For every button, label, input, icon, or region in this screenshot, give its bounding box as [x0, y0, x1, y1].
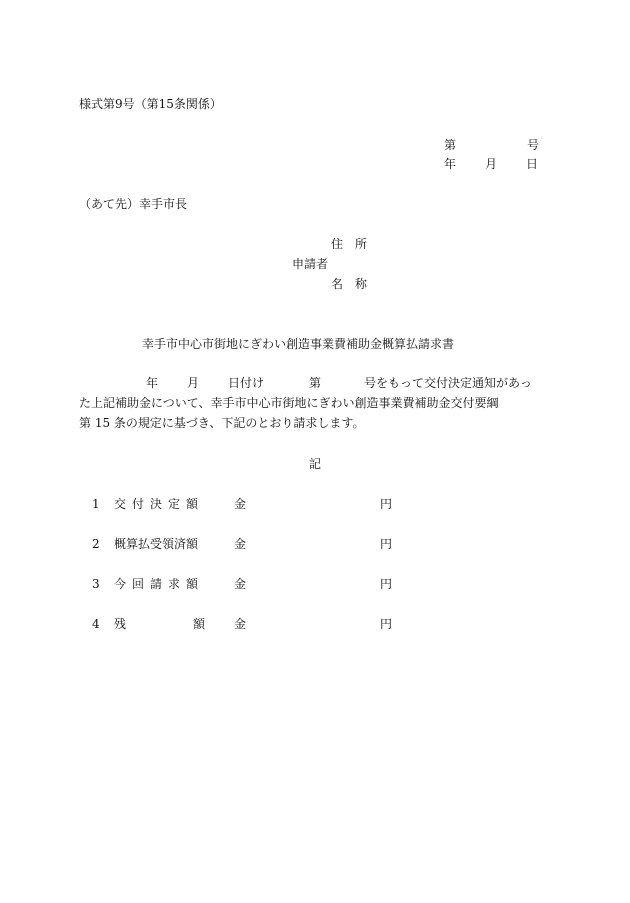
item-label: 今回請求額 — [114, 577, 205, 591]
item-kin: 金 — [234, 537, 247, 551]
item-label: 交付決定額 — [114, 497, 205, 511]
doc-no-dai: 第 — [444, 138, 457, 152]
item-yen: 円 — [380, 617, 393, 631]
item-yen: 円 — [380, 497, 393, 511]
address-label: 住 所 — [331, 237, 368, 251]
body-month: 月 — [187, 376, 200, 390]
date-month: 月 — [485, 157, 498, 171]
date-day: 日 — [526, 157, 539, 171]
item-yen: 円 — [380, 537, 393, 551]
item-kin: 金 — [234, 577, 247, 591]
addressee: （あて先）幸手市長 — [79, 197, 188, 211]
applicant-label: 申請者 — [292, 257, 329, 271]
body-dai: 第 — [309, 376, 322, 390]
body-line1-tail: 号をもって交付決定通知があっ — [364, 376, 532, 390]
body-year: 年 — [146, 376, 159, 390]
item-number: 3 — [92, 577, 100, 591]
body-date-suffix: 日付け — [228, 376, 265, 390]
date-year: 年 — [444, 157, 457, 171]
form-number: 様式第9号（第15条関係） — [79, 97, 222, 111]
name-label: 名 称 — [331, 277, 368, 291]
body-line3: 第 15 条の規定に基づき、下記のとおり請求します。 — [79, 416, 365, 430]
item-kin: 金 — [234, 497, 247, 511]
document-title: 幸手市中心市街地にぎわい創造事業費補助金概算払請求書 — [142, 337, 455, 351]
item-number: 4 — [92, 617, 100, 631]
item-label: 概算払受領済額 — [114, 537, 199, 551]
item-label-end: 額 — [193, 617, 206, 631]
item-label-start: 残 — [114, 617, 127, 631]
item-kin: 金 — [234, 617, 247, 631]
item-yen: 円 — [380, 577, 393, 591]
body-line2: た上記補助金について、幸手市中心市街地にぎわい創造事業費補助金交付要綱 — [79, 396, 499, 410]
item-number: 1 — [92, 497, 100, 511]
item-number: 2 — [92, 537, 100, 551]
ki-heading: 記 — [309, 457, 322, 471]
doc-no-go: 号 — [527, 138, 540, 152]
